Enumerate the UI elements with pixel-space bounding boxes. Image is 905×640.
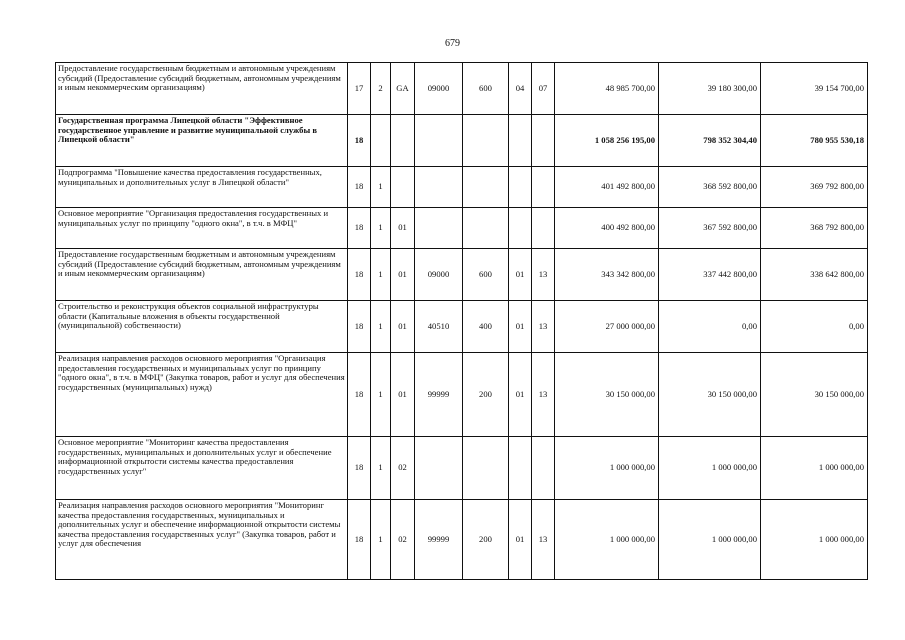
description-cell: Подпрограмма "Повышение качества предоставления государственных, муниципальных и дополнительных услуг в Липецкой области" — [56, 167, 348, 208]
amount-year3-cell: 369 792 800,00 — [761, 167, 868, 208]
description-cell: Строительство и реконструкция объектов социальной инфраструктуры области (Капитальные вложения в объекты государственной (муниципальной) собственности) — [56, 301, 348, 353]
subprogram-code-cell: 1 — [371, 301, 391, 353]
amount-year2-cell: 337 442 800,00 — [659, 249, 761, 301]
section-cell — [509, 115, 532, 167]
subsection-cell: 07 — [532, 63, 555, 115]
program-code-cell: 18 — [348, 437, 371, 500]
section-cell — [509, 437, 532, 500]
expense-type-cell: 400 — [463, 301, 509, 353]
subprogram-code-cell: 1 — [371, 437, 391, 500]
subsection-cell — [532, 437, 555, 500]
description-cell: Реализация направления расходов основного мероприятия "Организация предоставления государственных и муниципальных услуг по принципу "одного окна", в т.ч. в МФЦ" (Закупка товаров, работ и услуг для обеспечения государственных (муниципальных) нужд) — [56, 353, 348, 437]
amount-year1-cell: 48 985 700,00 — [555, 63, 659, 115]
description-cell: Реализация направления расходов основного мероприятия "Мониторинг качества предоставления государственных, муниципальных и дополнительных услуг и обеспечение информационной открытости системы качества предоставления государственных услуг" (Закупка товаров, работ и услуг для обеспечения — [56, 500, 348, 580]
expense-type-cell — [463, 167, 509, 208]
subprogram-code-cell: 2 — [371, 63, 391, 115]
expense-type-cell: 600 — [463, 249, 509, 301]
amount-year1-cell: 30 150 000,00 — [555, 353, 659, 437]
table-row — [56, 115, 868, 167]
table-row — [56, 437, 868, 500]
subprogram-code-cell: 1 — [371, 500, 391, 580]
amount-year2-cell: 368 592 800,00 — [659, 167, 761, 208]
main-event-code-cell: 01 — [391, 353, 415, 437]
main-event-code-cell: 01 — [391, 208, 415, 249]
expense-type-cell — [463, 208, 509, 249]
direction-code-cell — [415, 115, 463, 167]
amount-year1-cell: 1 000 000,00 — [555, 500, 659, 580]
direction-code-cell — [415, 167, 463, 208]
section-cell — [509, 167, 532, 208]
table-row — [56, 500, 868, 580]
amount-year3-cell: 0,00 — [761, 301, 868, 353]
program-code-cell: 18 — [348, 500, 371, 580]
table-row — [56, 301, 868, 353]
program-code-cell: 18 — [348, 301, 371, 353]
section-cell: 01 — [509, 301, 532, 353]
direction-code-cell: 99999 — [415, 353, 463, 437]
program-code-cell: 18 — [348, 249, 371, 301]
section-cell: 01 — [509, 353, 532, 437]
table-row — [56, 63, 868, 115]
table-row — [56, 353, 868, 437]
direction-code-cell — [415, 208, 463, 249]
amount-year1-cell: 1 058 256 195,00 — [555, 115, 659, 167]
amount-year2-cell: 39 180 300,00 — [659, 63, 761, 115]
direction-code-cell: 40510 — [415, 301, 463, 353]
description-cell: Основное мероприятие "Организация предоставления государственных и муниципальных услуг по принципу "одного окна", в т.ч. в МФЦ" — [56, 208, 348, 249]
budget-table — [55, 62, 868, 580]
description-cell: Государственная программа Липецкой области "Эффективное государственное управление и развитие муниципальной службы в Липецкой области" — [56, 115, 348, 167]
section-cell: 01 — [509, 249, 532, 301]
table-row — [56, 249, 868, 301]
program-code-cell: 18 — [348, 208, 371, 249]
amount-year1-cell: 343 342 800,00 — [555, 249, 659, 301]
amount-year1-cell: 27 000 000,00 — [555, 301, 659, 353]
subsection-cell — [532, 115, 555, 167]
amount-year2-cell: 1 000 000,00 — [659, 500, 761, 580]
subprogram-code-cell: 1 — [371, 167, 391, 208]
program-code-cell: 18 — [348, 115, 371, 167]
amount-year3-cell: 39 154 700,00 — [761, 63, 868, 115]
amount-year1-cell: 401 492 800,00 — [555, 167, 659, 208]
main-event-code-cell: 02 — [391, 500, 415, 580]
amount-year3-cell: 1 000 000,00 — [761, 437, 868, 500]
section-cell: 04 — [509, 63, 532, 115]
subprogram-code-cell: 1 — [371, 249, 391, 301]
subprogram-code-cell — [371, 115, 391, 167]
section-cell — [509, 208, 532, 249]
subsection-cell: 13 — [532, 301, 555, 353]
expense-type-cell: 200 — [463, 500, 509, 580]
direction-code-cell: 09000 — [415, 63, 463, 115]
amount-year2-cell: 798 352 304,40 — [659, 115, 761, 167]
main-event-code-cell: 01 — [391, 301, 415, 353]
amount-year1-cell: 400 492 800,00 — [555, 208, 659, 249]
expense-type-cell — [463, 115, 509, 167]
direction-code-cell — [415, 437, 463, 500]
expense-type-cell — [463, 437, 509, 500]
direction-code-cell: 09000 — [415, 249, 463, 301]
amount-year3-cell: 338 642 800,00 — [761, 249, 868, 301]
subsection-cell — [532, 208, 555, 249]
program-code-cell: 18 — [348, 353, 371, 437]
direction-code-cell: 99999 — [415, 500, 463, 580]
main-event-code-cell: 01 — [391, 249, 415, 301]
amount-year3-cell: 368 792 800,00 — [761, 208, 868, 249]
subsection-cell: 13 — [532, 500, 555, 580]
amount-year3-cell: 780 955 530,18 — [761, 115, 868, 167]
amount-year1-cell: 1 000 000,00 — [555, 437, 659, 500]
description-cell: Предоставление государственным бюджетным и автономным учреждениям субсидий (Предоставление субсидий бюджетным, автономным учреждениям и иным некоммерческим организациям) — [56, 63, 348, 115]
subprogram-code-cell: 1 — [371, 353, 391, 437]
subsection-cell — [532, 167, 555, 208]
subsection-cell: 13 — [532, 353, 555, 437]
amount-year2-cell: 30 150 000,00 — [659, 353, 761, 437]
amount-year3-cell: 30 150 000,00 — [761, 353, 868, 437]
program-code-cell: 17 — [348, 63, 371, 115]
table-row — [56, 167, 868, 208]
program-code-cell: 18 — [348, 167, 371, 208]
description-cell: Предоставление государственным бюджетным и автономным учреждениям субсидий (Предоставление субсидий бюджетным, автономным учреждениям и иным некоммерческим организациям) — [56, 249, 348, 301]
description-cell: Основное мероприятие "Мониторинг качества предоставления государственных, муниципальных и дополнительных услуг и обеспечение информационной открытости системы качества предоставления государственных услуг" — [56, 437, 348, 500]
expense-type-cell: 600 — [463, 63, 509, 115]
subsection-cell: 13 — [532, 249, 555, 301]
amount-year2-cell: 367 592 800,00 — [659, 208, 761, 249]
section-cell: 01 — [509, 500, 532, 580]
subprogram-code-cell: 1 — [371, 208, 391, 249]
table-row — [56, 208, 868, 249]
amount-year2-cell: 0,00 — [659, 301, 761, 353]
main-event-code-cell: 02 — [391, 437, 415, 500]
amount-year2-cell: 1 000 000,00 — [659, 437, 761, 500]
amount-year3-cell: 1 000 000,00 — [761, 500, 868, 580]
main-event-code-cell: GA — [391, 63, 415, 115]
main-event-code-cell — [391, 167, 415, 208]
page-number: 679 — [445, 38, 460, 49]
expense-type-cell: 200 — [463, 353, 509, 437]
main-event-code-cell — [391, 115, 415, 167]
